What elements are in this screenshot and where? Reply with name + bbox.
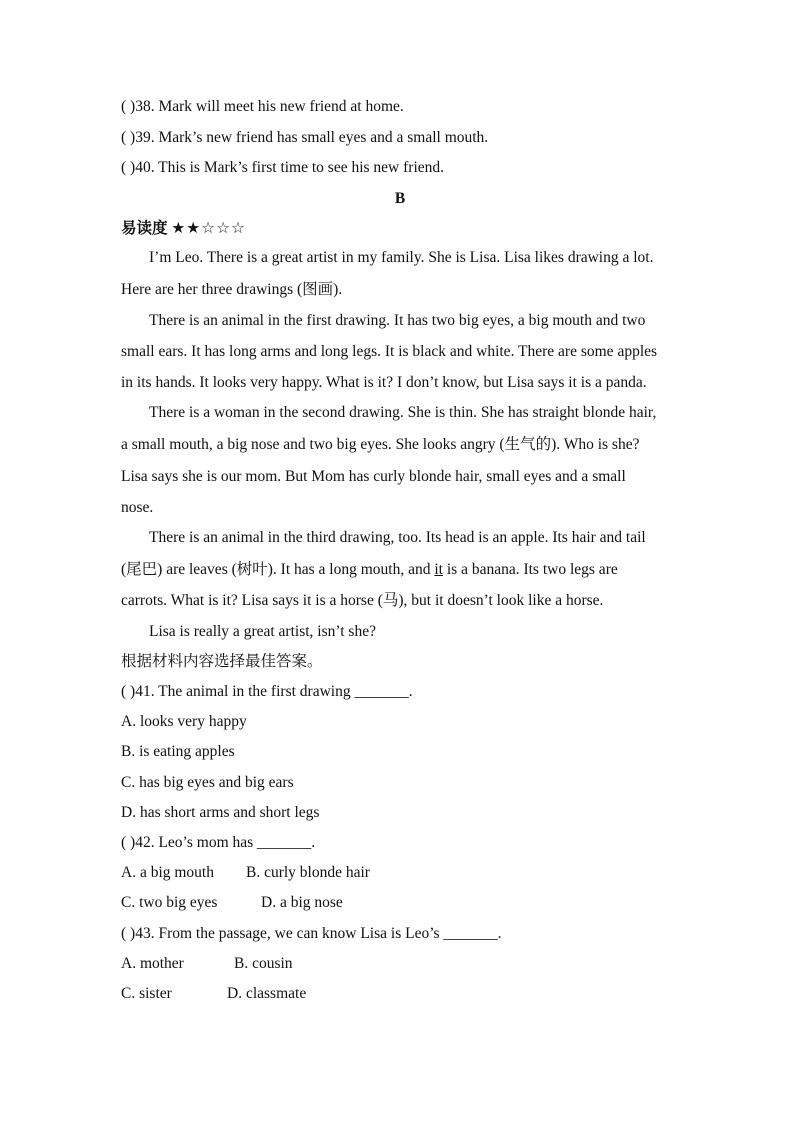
underlined-word: it	[434, 561, 443, 578]
option-c: C. sister	[121, 985, 172, 1002]
passage-line: Lisa says she is our mom. But Mom has curly blonde hair, small eyes and a small	[121, 468, 626, 485]
options-row	[121, 954, 293, 974]
passage-line: carrots. What is it? Lisa says it is a horse (马), but it doesn’t look like a horse.	[121, 592, 604, 609]
passage-text: (尾巴) are leaves (树叶). It has a long mouth, and	[121, 561, 435, 578]
option-b: B. cousin	[234, 955, 293, 972]
option-c: C. has big eyes and big ears	[121, 774, 294, 791]
passage-line	[121, 560, 618, 580]
passage-line: small ears. It has long arms and long legs. It is black and white. There are some apples	[121, 343, 658, 360]
passage-line: There is a woman in the second drawing. She is thin. She has straight blonde hair,	[149, 404, 657, 421]
option-d: D. has short arms and short legs	[121, 804, 320, 821]
difficulty-rating	[121, 219, 246, 239]
option-a: A. a big mouth	[121, 864, 214, 881]
option-a: A. mother	[121, 955, 184, 972]
question-43: ( )43. From the passage, we can know Lisa is Leo’s _______.	[121, 925, 502, 942]
passage-line: Here are her three drawings (图画).	[121, 281, 343, 298]
passage-line: Lisa is really a great artist, isn’t she?	[149, 623, 376, 640]
passage-line: I’m Leo. There is a great artist in my family. She is Lisa. Lisa likes drawing a lot.	[149, 249, 654, 266]
question-41: ( )41. The animal in the first drawing _______.	[121, 683, 413, 700]
difficulty-stars-icon: ★★☆☆☆	[171, 220, 246, 237]
option-d: D. classmate	[227, 985, 307, 1002]
passage-line: in its hands. It looks very happy. What is it? I don’t know, but Lisa says it is a panda.	[121, 374, 647, 391]
section-heading: B	[394, 190, 406, 207]
passage-line: a small mouth, a big nose and two big eyes. She looks angry (生气的). Who is she?	[121, 436, 640, 453]
option-c: C. two big eyes	[121, 894, 218, 911]
instruction: 根据材料内容选择最佳答案。	[121, 653, 323, 670]
difficulty-label: 易读度	[121, 220, 168, 237]
passage-line: nose.	[121, 499, 154, 516]
option-a: A. looks very happy	[121, 713, 247, 730]
question-39: ( )39. Mark’s new friend has small eyes and a small mouth.	[121, 129, 489, 146]
passage-text: is a banana. Its two legs are	[442, 561, 618, 578]
option-d: D. a big nose	[261, 894, 343, 911]
question-38: ( )38. Mark will meet his new friend at home.	[121, 98, 404, 115]
options-row	[121, 893, 343, 913]
passage-line: There is an animal in the first drawing. It has two big eyes, a big mouth and two	[149, 312, 646, 329]
passage-line: There is an animal in the third drawing, too. Its head is an apple. Its hair and tail	[149, 529, 646, 546]
options-row	[121, 984, 306, 1004]
question-42: ( )42. Leo’s mom has _______.	[121, 834, 316, 851]
options-row	[121, 863, 370, 883]
question-40: ( )40. This is Mark’s first time to see his new friend.	[121, 159, 445, 176]
option-b: B. is eating apples	[121, 743, 235, 760]
option-b: B. curly blonde hair	[246, 864, 370, 881]
